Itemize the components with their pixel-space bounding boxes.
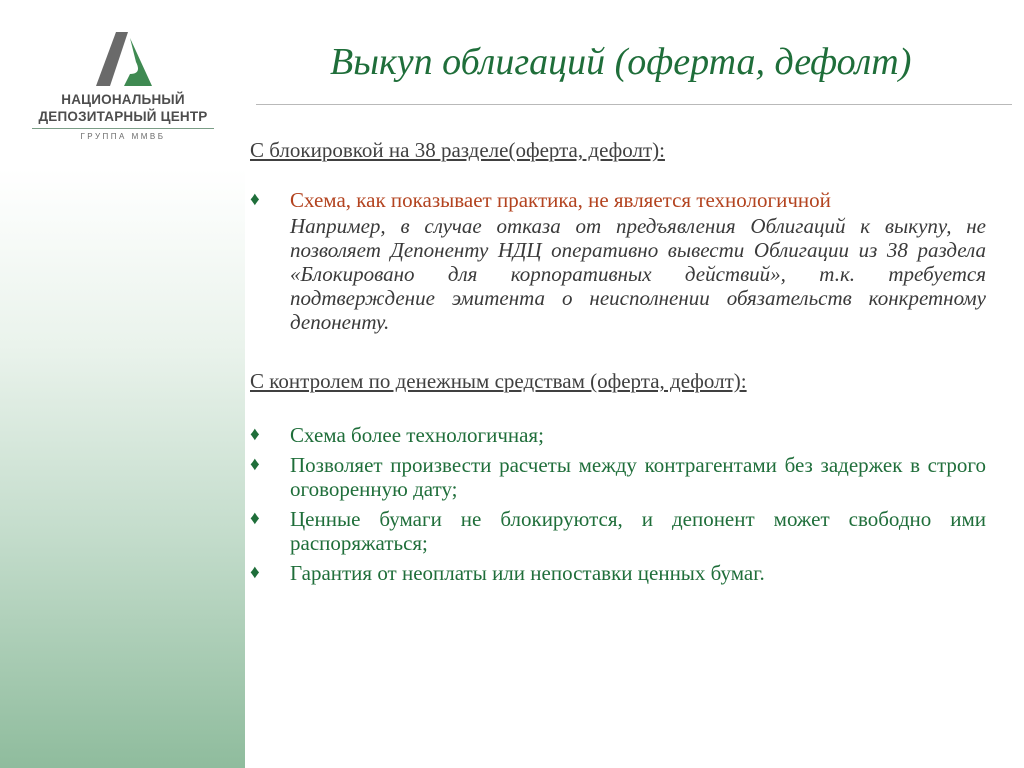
slide-content bbox=[250, 138, 986, 585]
ndc-triangle-logo-icon bbox=[90, 30, 154, 88]
section1-example: Например, в случае отказа от предъявления Облигаций к выкупу, не позволяет Депоненту НДЦ оперативно вывести Облигации из 38 раздела «Блокировано для корпоративных действий», т.к. требуется подтверждение эмитента о неисполнении обязательств конкретному депоненту. bbox=[290, 214, 986, 334]
section1-bullet bbox=[250, 188, 986, 212]
section1-bullet-text: Схема, как показывает практика, не является технологичной bbox=[290, 188, 831, 212]
diamond-bullet-icon: ♦ bbox=[250, 454, 260, 475]
logo-subtitle: ГРУППА ММВБ bbox=[80, 132, 166, 141]
ndc-logo bbox=[28, 30, 218, 150]
list-item-text: Схема более технологичная; bbox=[290, 423, 544, 447]
diamond-bullet-icon: ♦ bbox=[250, 508, 260, 529]
section2-heading: С контролем по денежным средствам (оферта, дефолт): bbox=[250, 369, 747, 393]
list-item-text: Ценные бумаги не блокируются, и депонент может свободно ими распоряжаться; bbox=[290, 507, 986, 555]
slide-title: Выкуп облигаций (оферта, дефолт) bbox=[330, 41, 912, 83]
list-item bbox=[250, 507, 986, 555]
section1-heading: С блокировкой на 38 разделе(оферта, дефолт): bbox=[250, 138, 665, 162]
list-item bbox=[250, 561, 986, 585]
diamond-bullet-icon: ♦ bbox=[250, 424, 260, 445]
logo-divider bbox=[32, 128, 214, 129]
list-item bbox=[250, 453, 986, 501]
list-item bbox=[250, 423, 986, 447]
title-divider bbox=[256, 104, 1012, 105]
list-item-text: Позволяет произвести расчеты между контрагентами без задержек в строго оговоренную дату; bbox=[290, 453, 986, 501]
logo-text-line2: ДЕПОЗИТАРНЫЙ ЦЕНТР bbox=[38, 109, 208, 124]
logo-text-line1: НАЦИОНАЛЬНЫЙ bbox=[61, 92, 185, 107]
list-item-text: Гарантия от неоплаты или непоставки ценных бумаг. bbox=[290, 561, 765, 585]
diamond-bullet-icon: ♦ bbox=[250, 562, 260, 583]
diamond-bullet-icon: ♦ bbox=[250, 189, 260, 210]
sidebar-gradient bbox=[0, 0, 245, 768]
